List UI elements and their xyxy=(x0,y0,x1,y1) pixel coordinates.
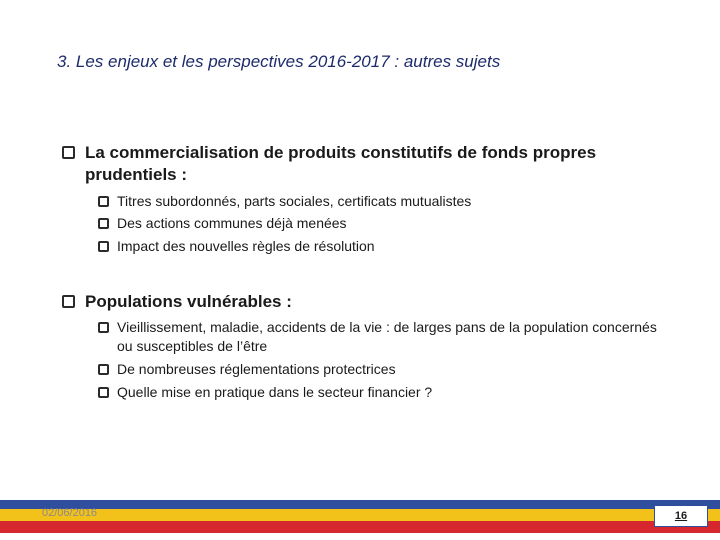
section-1-item-text: Impact des nouvelles règles de résolution xyxy=(117,238,375,254)
checkbox-square-icon xyxy=(98,196,109,207)
section-1-item-text: Des actions communes déjà menées xyxy=(117,215,347,231)
page-number: 16 xyxy=(674,510,688,522)
section-2-item-text: Quelle mise en pratique dans le secteur financier ? xyxy=(117,384,433,400)
checkbox-square-icon xyxy=(62,146,75,159)
checkbox-square-icon xyxy=(98,218,109,229)
section-2-item-3 xyxy=(98,383,658,402)
section-1-heading: La commercialisation de produits constitutifs de fonds propres prudentiels : xyxy=(85,143,597,184)
checkbox-square-icon xyxy=(98,322,109,333)
checkbox-square-icon xyxy=(98,364,109,375)
footer-date: 02/06/2016 xyxy=(42,507,98,519)
section-2-item-text: De nombreuses réglementations protectrices xyxy=(117,361,396,377)
section-1-item-2 xyxy=(98,214,658,233)
section-1 xyxy=(62,142,662,186)
checkbox-square-icon xyxy=(98,387,109,398)
footer-band-blue xyxy=(0,500,720,509)
section-2-item-text: Vieillissement, maladie, accidents de la vie : de larges pans de la population concernés ou susceptibles de l’être xyxy=(117,319,657,354)
page-number-box xyxy=(654,505,708,527)
section-2 xyxy=(62,291,662,313)
section-2-item-1 xyxy=(98,318,658,356)
slide-title: 3. Les enjeux et les perspectives 2016-2017 : autres sujets xyxy=(57,52,501,71)
section-1-item-3 xyxy=(98,237,658,256)
footer-band-yellow xyxy=(0,509,720,521)
footer-band-red xyxy=(0,521,720,533)
section-1-item-text: Titres subordonnés, parts sociales, certificats mutualistes xyxy=(117,193,472,209)
section-2-item-2 xyxy=(98,360,658,379)
section-1-item-1 xyxy=(98,192,658,211)
checkbox-square-icon xyxy=(62,295,75,308)
checkbox-square-icon xyxy=(98,241,109,252)
section-2-heading: Populations vulnérables : xyxy=(85,292,292,311)
